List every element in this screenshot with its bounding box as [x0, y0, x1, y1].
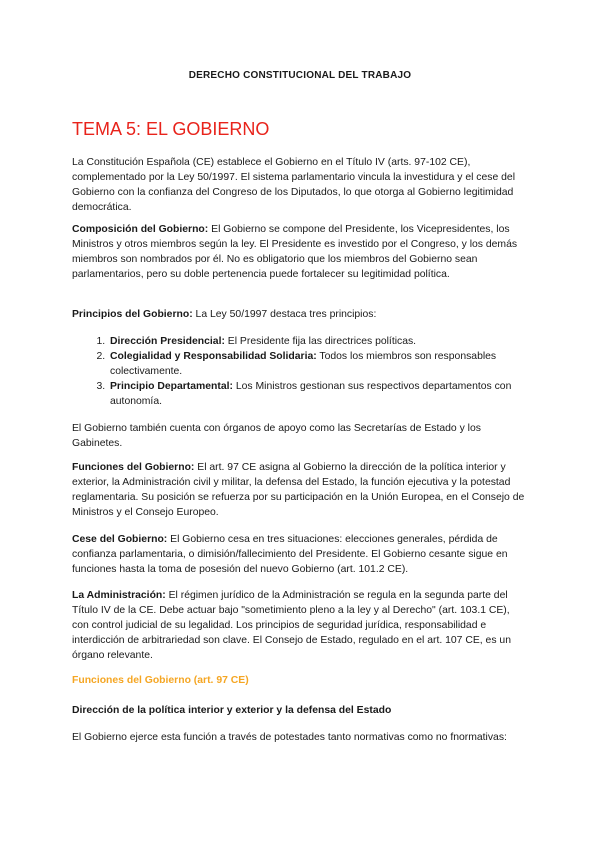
administracion-text: El régimen jurídico de la Administración se regula en la segunda parte del Título IV de la CE. Debe actuar bajo "sometimiento pleno a la ley y al Derecho" (art. 103.1 CE), con control judicial de su legalidad. Los principios de seguridad jurídica, responsabilidad e interdicción de arbitrariedad son clave. El Consejo de Estado, regulado en el art. 107 CE, es un órgano relevante. [72, 590, 511, 661]
list-item [108, 379, 564, 409]
closing-paragraph: El Gobierno ejerce esta función a través de potestades tanto normativas como no fnormativas: [72, 732, 507, 743]
cese-paragraph [72, 532, 528, 577]
list-item-text: Los Ministros gestionan sus respectivos departamentos con autonomía. [110, 381, 512, 407]
administracion-label: La Administración: [72, 590, 166, 601]
subheading: Dirección de la política interior y exterior y la defensa del Estado [72, 705, 392, 716]
composicion-text: El Gobierno se compone del Presidente, los Vicepresidentes, los Ministros y otros miembros según la ley. El Presidente es investido por el Congreso, y los demás miembros son nombrados por él. No es obligatorio que los miembros del Gobierno sean parlamentarios, pero su doble pertenencia puede fortalecer su legitimidad política. [72, 224, 518, 280]
principios-text: La Ley 50/1997 destaca tres principios: [192, 309, 377, 320]
principios-paragraph [72, 307, 528, 322]
section-title: Funciones del Gobierno (art. 97 CE) [72, 675, 249, 686]
principios-label: Principios del Gobierno: [72, 309, 193, 320]
principios-list [72, 334, 564, 409]
list-item-label: Principio Departamental: [110, 381, 233, 392]
cese-text: El Gobierno cesa en tres situaciones: elecciones generales, pérdida de confianza parlamentaria, o dimisión/fallecimiento del Presidente. El Gobierno cesante sigue en funciones hasta la toma de posesión del nuevo Gobierno (art. 101.2 CE). [72, 534, 508, 575]
funciones-label: Funciones del Gobierno: [72, 462, 195, 473]
list-item-label: Colegialidad y Responsabilidad Solidaria: [110, 351, 317, 362]
funciones-paragraph [72, 460, 528, 520]
list-item-text: El Presidente fija las directrices políticas. [224, 336, 417, 347]
list-item [108, 349, 564, 379]
intro-paragraph: La Constitución Española (CE) establece el Gobierno en el Título IV (arts. 97-102 CE), complementado por la Ley 50/1997. El sistema parlamentario vincula la investidura y el cese del Gobierno con la confianza del Congreso de los Diputados, lo que otorga al Gobierno legitimidad democrática. [72, 157, 515, 213]
administracion-paragraph [72, 588, 528, 663]
funciones-text: El art. 97 CE asigna al Gobierno la dirección de la política interior y exterior, la Administración civil y militar, la defensa del Estado, la función ejecutiva y la potestad reglamentaria. Su posición se refuerza por su participación en la Unión Europea, en el Consejo de Ministros y el Consejo Europeo. [72, 462, 525, 518]
composicion-paragraph [72, 222, 528, 282]
organos-paragraph: El Gobierno también cuenta con órganos de apoyo como las Secretarías de Estado y los Gabinetes. [72, 423, 481, 449]
document-header: DERECHO CONSTITUCIONAL DEL TRABAJO [188, 70, 412, 81]
list-item [108, 334, 564, 349]
cese-label: Cese del Gobierno: [72, 534, 168, 545]
list-item-label: Dirección Presidencial: [110, 336, 225, 347]
list-item-text: Todos los miembros son responsables colectivamente. [110, 351, 497, 377]
page-title: TEMA 5: EL GOBIERNO [72, 119, 270, 139]
composicion-label: Composición del Gobierno: [72, 224, 209, 235]
